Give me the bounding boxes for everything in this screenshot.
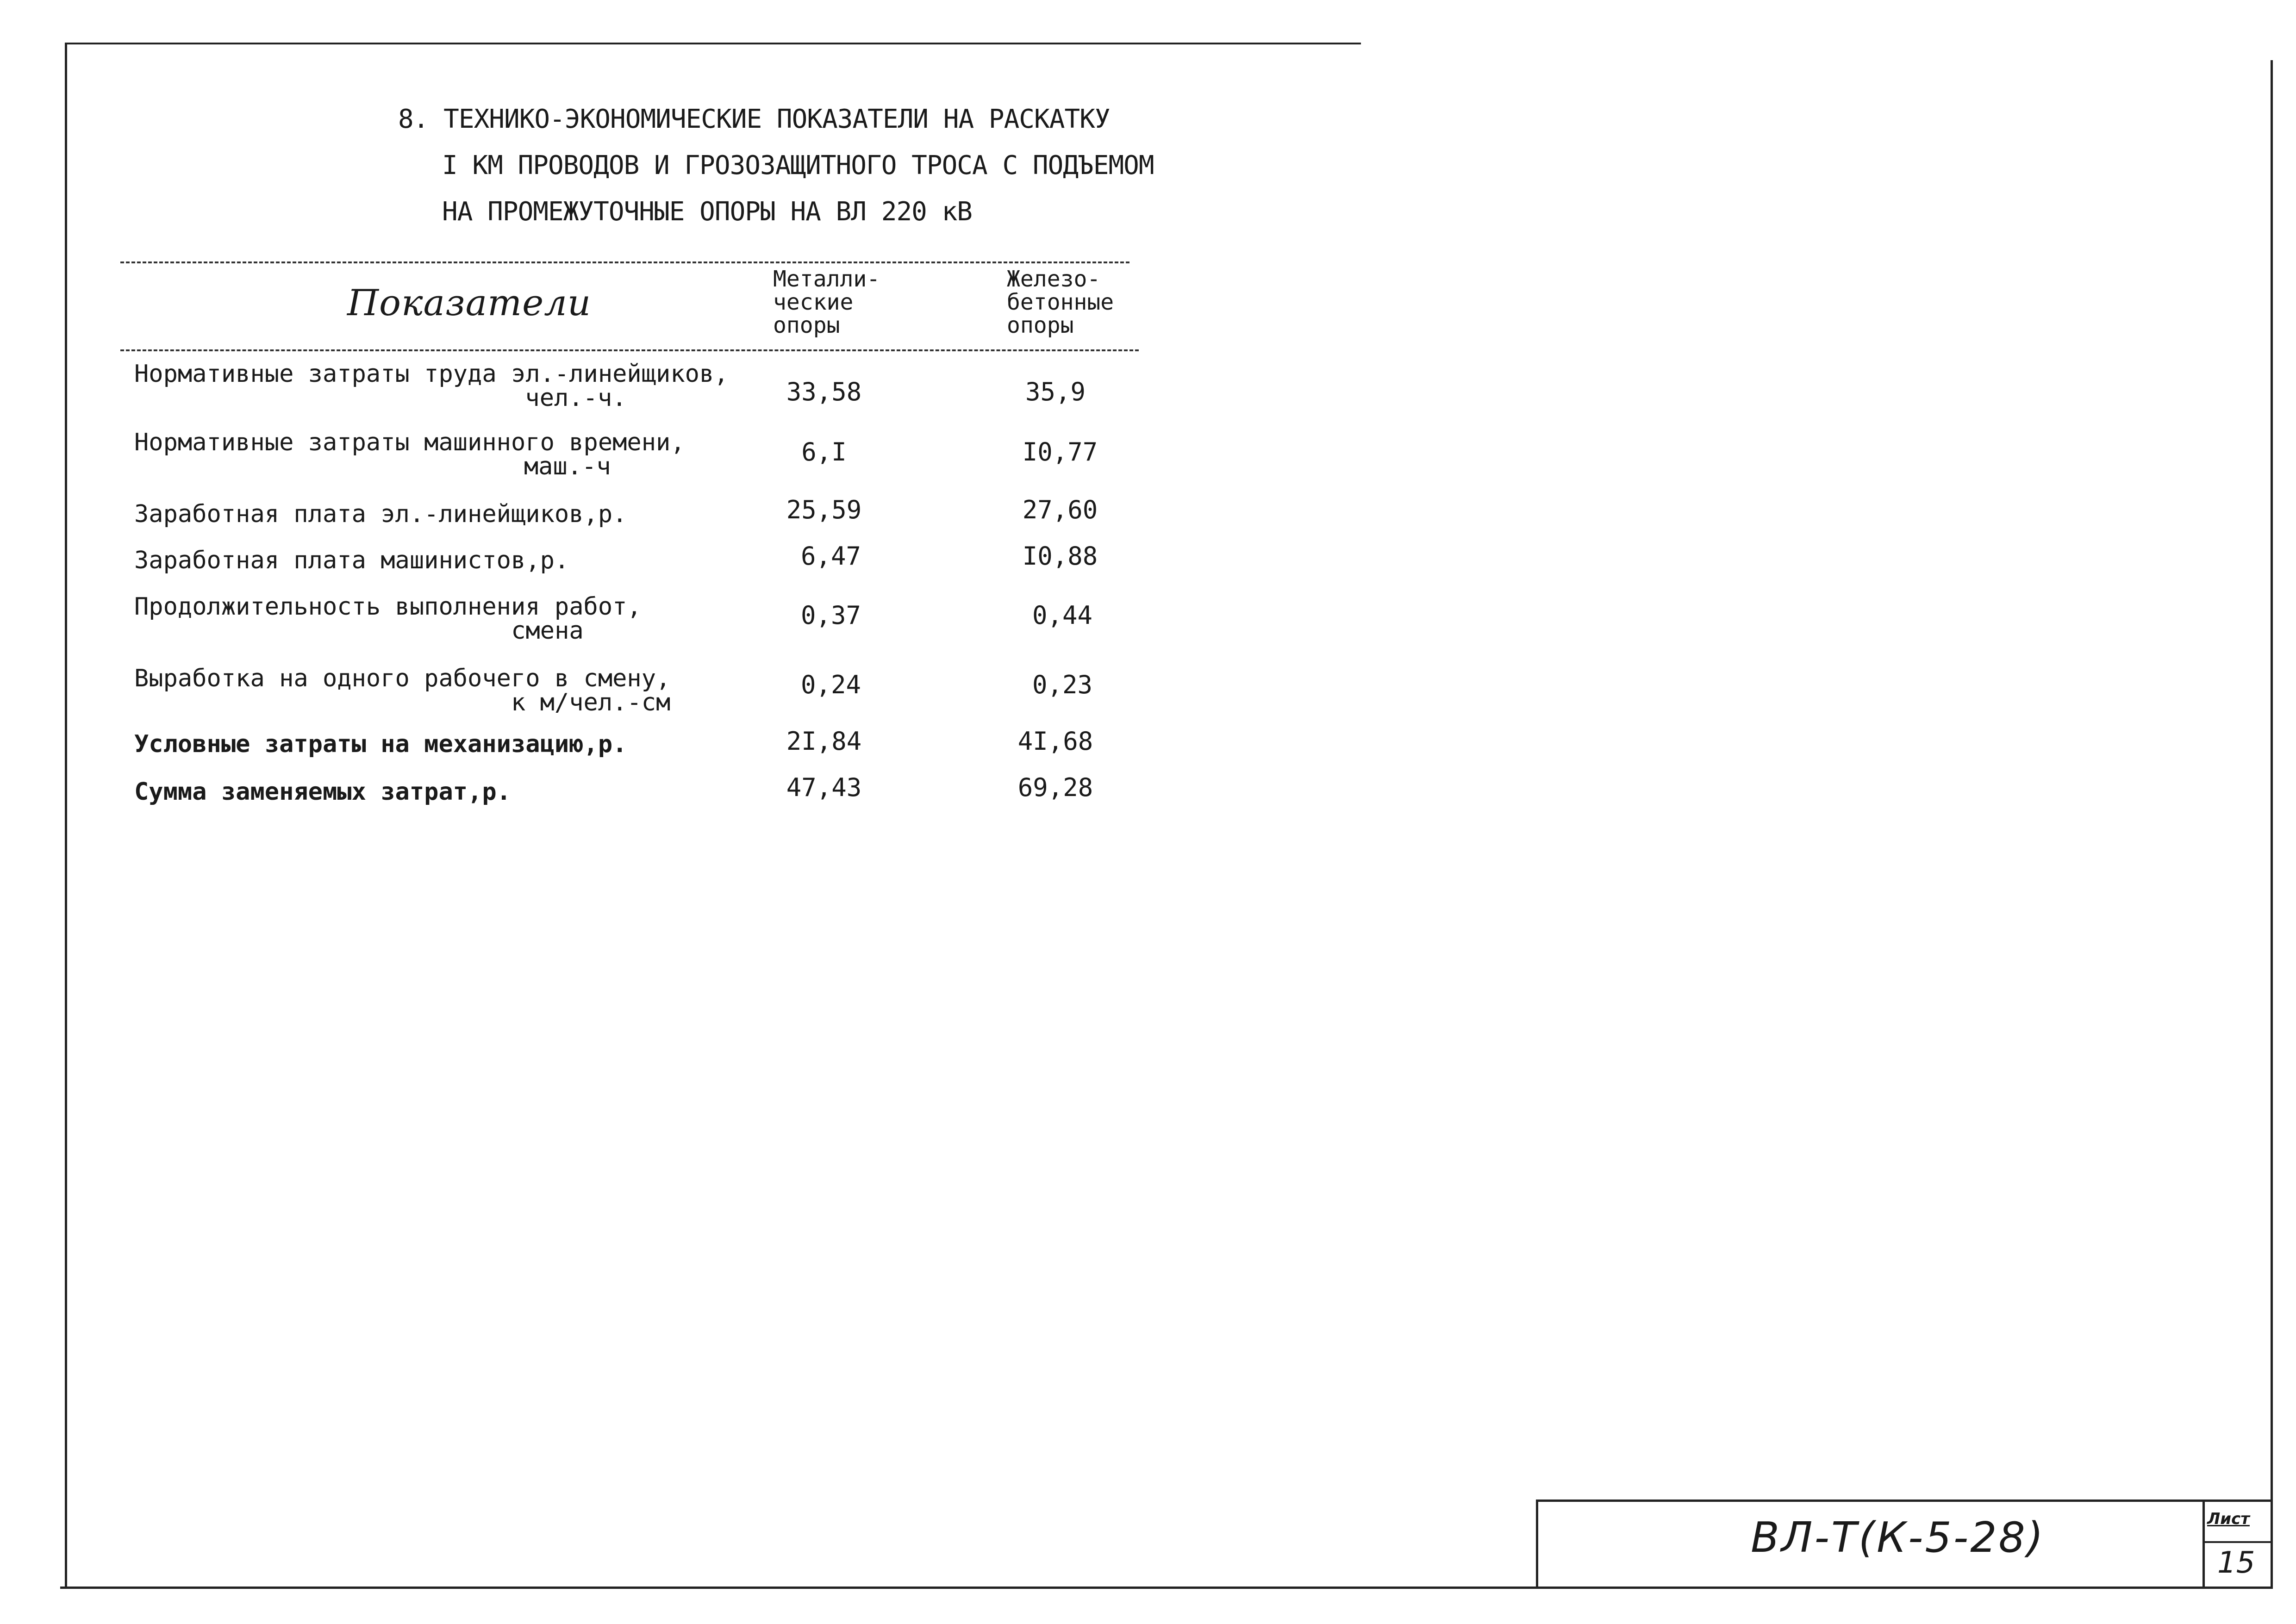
frame-top-line	[65, 43, 1361, 44]
stamp-sheet-divider	[2202, 1541, 2272, 1543]
row-value-concrete: 69,28	[1017, 773, 1093, 802]
row-value-metal: 33,58	[786, 377, 862, 406]
row-value-metal: 47,43	[786, 773, 862, 802]
row-label	[134, 362, 729, 410]
row-label-line-1: Сумма заменяемых затрат,р.	[134, 778, 511, 806]
row-label	[134, 548, 569, 572]
title-line-3: НА ПРОМЕЖУТОЧНЫЕ ОПОРЫ НА ВЛ 220 кВ	[442, 197, 973, 227]
frame-left-line	[65, 43, 67, 1588]
row-label-line-2: к м/чел.-см	[511, 689, 671, 716]
header-bottom-rule	[120, 349, 1139, 351]
row-value-metal: 6,47	[800, 541, 861, 571]
row-label-line-1: Выработка на одного рабочего в смену,	[134, 665, 671, 692]
row-label-line-1: Условные затраты на механизацию,р.	[134, 730, 627, 758]
row-value-concrete: 27,60	[1022, 495, 1098, 524]
sheet-number: 15	[2217, 1546, 2255, 1580]
sheet-label: Лист	[2207, 1510, 2250, 1528]
row-label-line-1: Продолжительность выполнения работ,	[134, 593, 642, 621]
title-line-1: 8. ТЕХНИКО-ЭКОНОМИЧЕСКИЕ ПОКАЗАТЕЛИ НА РАСКАТКУ	[398, 104, 1110, 134]
row-label-line-1: Нормативные затраты машинного времени,	[134, 429, 685, 456]
row-label-line-2: смена	[511, 617, 584, 645]
row-value-concrete: 0,44	[1032, 601, 1093, 630]
header-concrete-supports: Железо- бетонные опоры	[1007, 266, 1114, 338]
title-line-2: I КМ ПРОВОДОВ И ГРОЗОЗАЩИТНОГО ТРОСА С ПОДЪЕМОМ	[442, 150, 1154, 180]
header-metal-supports: Металли- ческие опоры	[773, 266, 880, 338]
stamp-divider-line	[2202, 1500, 2205, 1587]
row-value-metal: 0,37	[800, 601, 861, 630]
header-indicators: Показатели	[347, 282, 592, 324]
row-value-metal: 25,59	[786, 495, 862, 524]
frame-right-line	[2271, 60, 2273, 1589]
row-value-metal: 0,24	[800, 670, 861, 699]
row-label-line-1: Заработная плата эл.-линейщиков,р.	[134, 500, 627, 528]
stamp-top-line	[1537, 1500, 2273, 1502]
row-value-metal: 2I,84	[786, 727, 862, 756]
table-top-rule	[120, 261, 1129, 263]
row-label	[134, 666, 670, 715]
row-value-concrete: 35,9	[1025, 377, 1086, 406]
row-value-metal: 6,I	[801, 437, 847, 467]
row-value-concrete: I0,77	[1022, 437, 1098, 467]
row-label-line-2: маш.-ч	[524, 453, 611, 480]
frame-bottom-line	[60, 1587, 2273, 1589]
row-label-line-1: Заработная плата машинистов,р.	[134, 547, 569, 574]
row-value-concrete: 4I,68	[1017, 727, 1093, 756]
row-label	[134, 732, 627, 756]
document-code: ВЛ-Т(К-5-28)	[1751, 1513, 2045, 1562]
row-label	[134, 780, 511, 804]
row-label	[134, 502, 627, 526]
row-label	[134, 430, 685, 479]
row-label-line-1: Нормативные затраты труда эл.-линейщиков,	[134, 360, 729, 388]
stamp-left-line	[1536, 1500, 1538, 1587]
row-label-line-2: чел.-ч.	[525, 384, 627, 412]
row-value-concrete: 0,23	[1032, 670, 1093, 699]
row-value-concrete: I0,88	[1022, 541, 1098, 571]
row-label	[134, 595, 642, 643]
